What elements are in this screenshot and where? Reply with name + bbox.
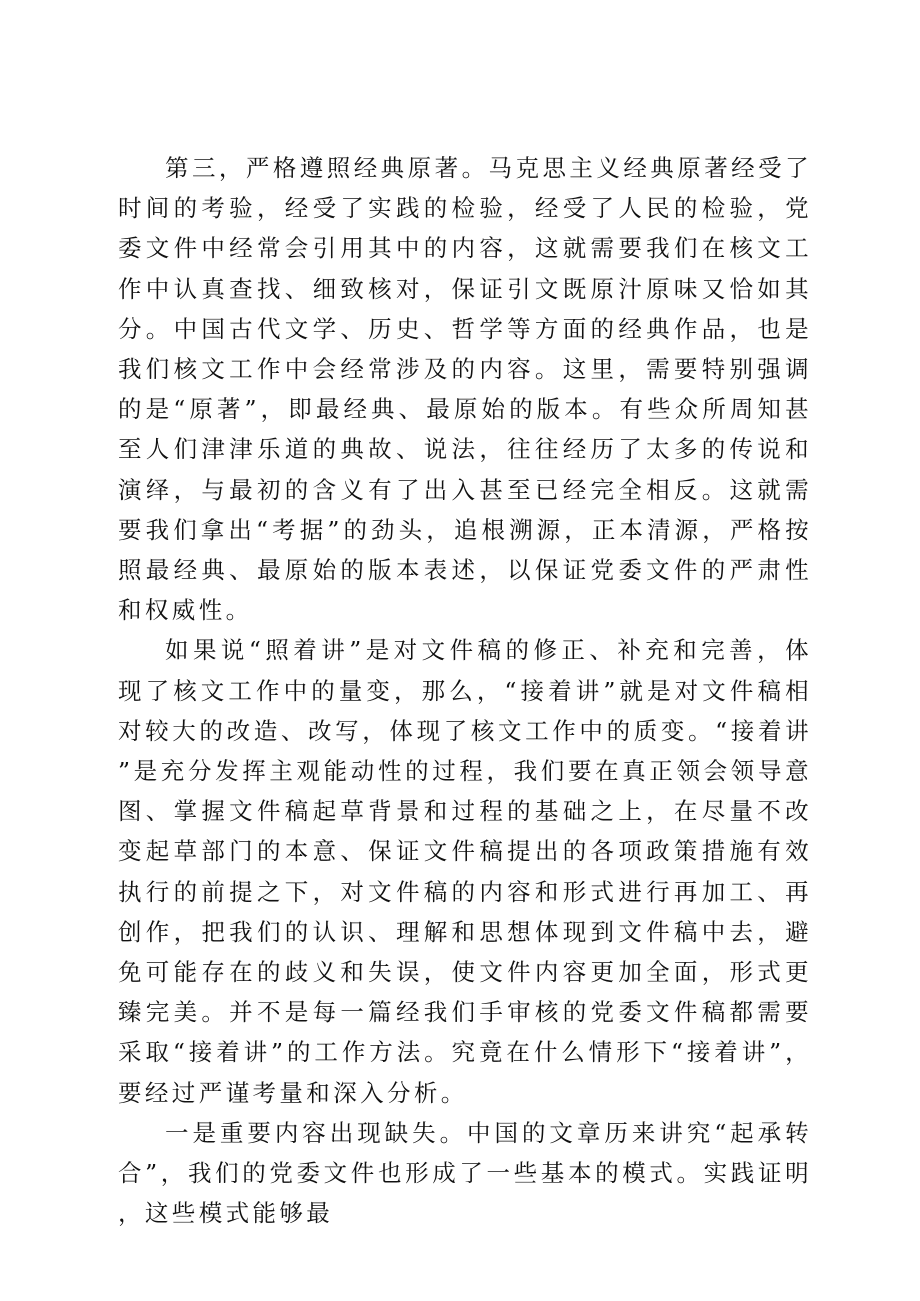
paragraph-continue-speaking: 如果说“照着讲”是对文件稿的修正、补充和完善，体现了核文工作中的量变，那么，“接着讲”就是对文件稿相对较大的改造、改写，体现了核文工作中的质变。“接着讲”是充分发挥主观能动性的过程，我们要在真正领会领导意图、掌握文件稿起草背景和过程的基础之上，在尽量不改变起草部门的本意、保证文件稿提出的各项政策措施有效执行的前提之下，对文件稿的内容和形式进行再加工、再创作，把我们的认识、理解和思想体现到文件稿中去，避免可能存在的歧义和失误，使文件内容更加全面，形式更臻完美。并不是每一篇经我们手审核的党委文件稿都需要采取“接着讲”的工作方法。究竟在什么情形下“接着讲”，要经过严谨考量和深入分析。 <box>118 636 812 1107</box>
paragraph-classic-originals: 第三，严格遵照经典原著。马克思主义经典原著经受了时间的考验，经受了实践的检验，经受了人民的检验，党委文件中经常会引用其中的内容，这就需要我们在核文工作中认真查找、细致核对，保证引文既原汁原味又恰如其分。中国古代文学、历史、哲学等方面的经典作品，也是我们核文工作中会经常涉及的内容。这里，需要特别强调的是“原著”，即最经典、最原始的版本。有些众所周知甚至人们津津乐道的典故、说法，往往经历了太多的传说和演绎，与最初的含义有了出入甚至已经完全相反。这就需要我们拿出“考据”的劲头，追根溯源，正本清源，严格按照最经典、最原始的版本表述，以保证党委文件的严肃性和权威性。 <box>118 154 812 625</box>
paragraph-missing-content: 一是重要内容出现缺失。中国的文章历来讲究“起承转合”，我们的党委文件也形成了一些基本的模式。实践证明，这些模式能够最 <box>118 1118 812 1228</box>
